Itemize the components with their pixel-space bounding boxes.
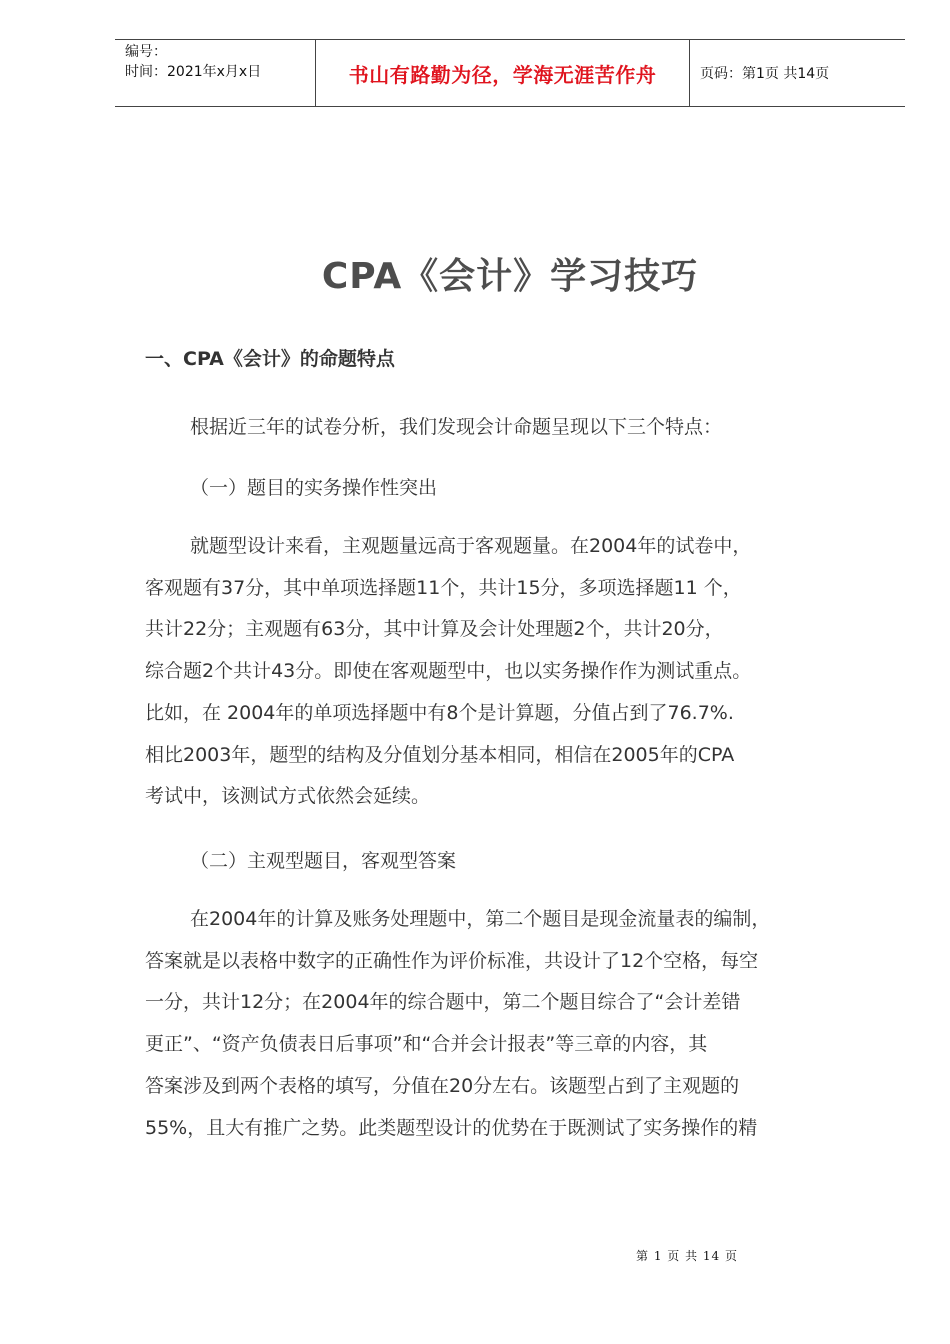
document-header xyxy=(115,39,905,107)
subheading-2: （二）主观型题目，客观型答案 xyxy=(190,850,457,872)
intro-paragraph: 根据近三年的试卷分析，我们发现会计命题呈现以下三个特点： xyxy=(190,416,723,438)
paragraph-1 xyxy=(145,526,885,818)
paragraph-2 xyxy=(145,899,885,1149)
section-heading: 一、CPA《会计》的命题特点 xyxy=(145,348,395,370)
paragraph-line: 答案涉及到两个表格的填写，分值在20分左右。该题型占到了主观题的 xyxy=(145,1074,740,1097)
paragraph-line: 考试中，该测试方式依然会延续。 xyxy=(145,785,431,808)
page-info: 页码：第1页 共14页 xyxy=(700,66,830,82)
paragraph-line: 比如，在 2004年的单项选择题中有8个是计算题，分值占到了76.7%. xyxy=(145,701,734,724)
number-label: 编号： xyxy=(125,44,167,60)
page-footer: 第 1 页 共 14 页 xyxy=(636,1249,738,1263)
subheading-1: （一）题目的实务操作性突出 xyxy=(190,477,438,499)
motto-text: 书山有路勤为径，学海无涯苦作舟 xyxy=(348,62,657,87)
paragraph-line: 55%，且大有推广之势。此类题型设计的优势在于既测试了实务操作的精 xyxy=(145,1116,758,1139)
paragraph-line: 在2004年的计算及账务处理题中，第二个题目是现金流量表的编制， xyxy=(190,908,771,930)
paragraph-line: 答案就是以表格中数字的正确性作为评价标准，共设计了12个空格，每空 xyxy=(145,949,759,972)
header-meta-cell xyxy=(115,40,316,106)
paragraph-line: 综合题2个共计43分。即使在客观题型中，也以实务操作作为测试重点。 xyxy=(145,660,752,683)
header-page-cell xyxy=(690,40,905,106)
paragraph-line: 更正”、“资产负债表日后事项”和“合并会计报表”等三章的内容，其 xyxy=(145,1033,708,1056)
document-title: CPA《会计》学习技巧 xyxy=(321,256,699,297)
header-motto-cell xyxy=(316,40,690,106)
paragraph-line: 客观题有37分，其中单项选择题11个，共计15分，多项选择题11 个， xyxy=(145,576,742,599)
paragraph-line: 共计22分；主观题有63分，其中计算及会计处理题2个，共计20分， xyxy=(145,618,724,641)
paragraph-line: 就题型设计来看，主观题量远高于客观题量。在2004年的试卷中， xyxy=(190,535,752,557)
time-label: 时间：2021年x月x日 xyxy=(125,64,262,80)
paragraph-line: 一分，共计12分；在2004年的综合题中，第二个题目综合了“会计差错 xyxy=(145,991,741,1014)
paragraph-line: 相比2003年，题型的结构及分值划分基本相同，相信在2005年的CPA xyxy=(145,743,735,766)
